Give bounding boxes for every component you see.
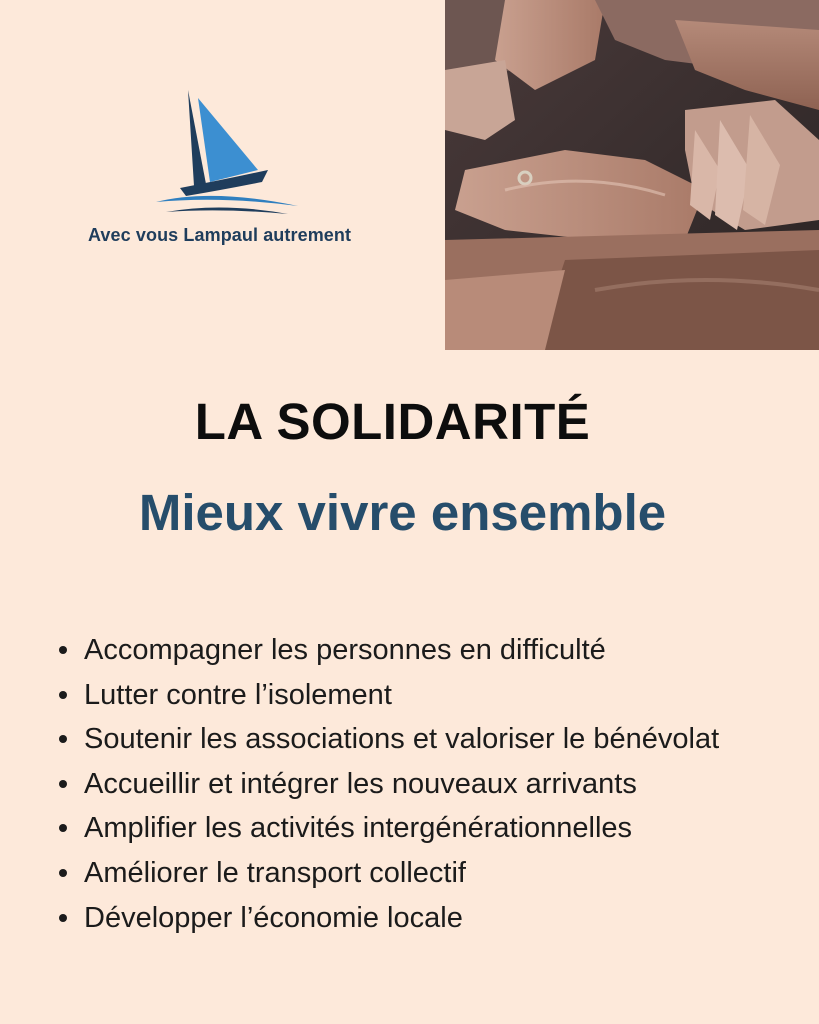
list-item bbox=[56, 628, 719, 673]
list-item-text: Développer l’économie locale bbox=[84, 901, 463, 934]
list-item bbox=[56, 717, 719, 762]
brand-logo bbox=[80, 84, 380, 254]
list-item-text: Amplifier les activités intergénérationnelles bbox=[84, 812, 633, 845]
bullet-icon bbox=[59, 914, 67, 922]
bullet-icon bbox=[59, 691, 67, 699]
bullet-icon bbox=[59, 780, 67, 788]
list-item bbox=[56, 673, 719, 718]
bullet-icon bbox=[59, 735, 67, 743]
page-title: LA SOLIDARITÉ bbox=[194, 393, 591, 450]
bullet-icon bbox=[59, 869, 67, 877]
bullet-icon bbox=[59, 646, 67, 654]
list-item-text: Accompagner les personnes en difficulté bbox=[84, 634, 606, 666]
list-item bbox=[56, 896, 719, 941]
bullet-icon bbox=[59, 824, 67, 832]
list-item-text: Soutenir les associations et valoriser le bénévolat bbox=[84, 723, 720, 756]
stacked-hands-image bbox=[445, 0, 819, 350]
page-subtitle: Mieux vivre ensemble bbox=[138, 484, 667, 541]
list-item-text: Lutter contre l’isolement bbox=[84, 678, 392, 711]
list-item bbox=[56, 851, 719, 896]
list-item-text: Accueillir et intégrer les nouveaux arrivants bbox=[84, 767, 637, 800]
list-item bbox=[56, 806, 719, 851]
brand-name: Avec vous Lampaul autrement bbox=[88, 225, 352, 245]
list-item-text: Améliorer le transport collectif bbox=[84, 856, 466, 889]
goals-list bbox=[56, 628, 719, 940]
list-item bbox=[56, 762, 719, 807]
sailboat-icon bbox=[152, 84, 302, 219]
